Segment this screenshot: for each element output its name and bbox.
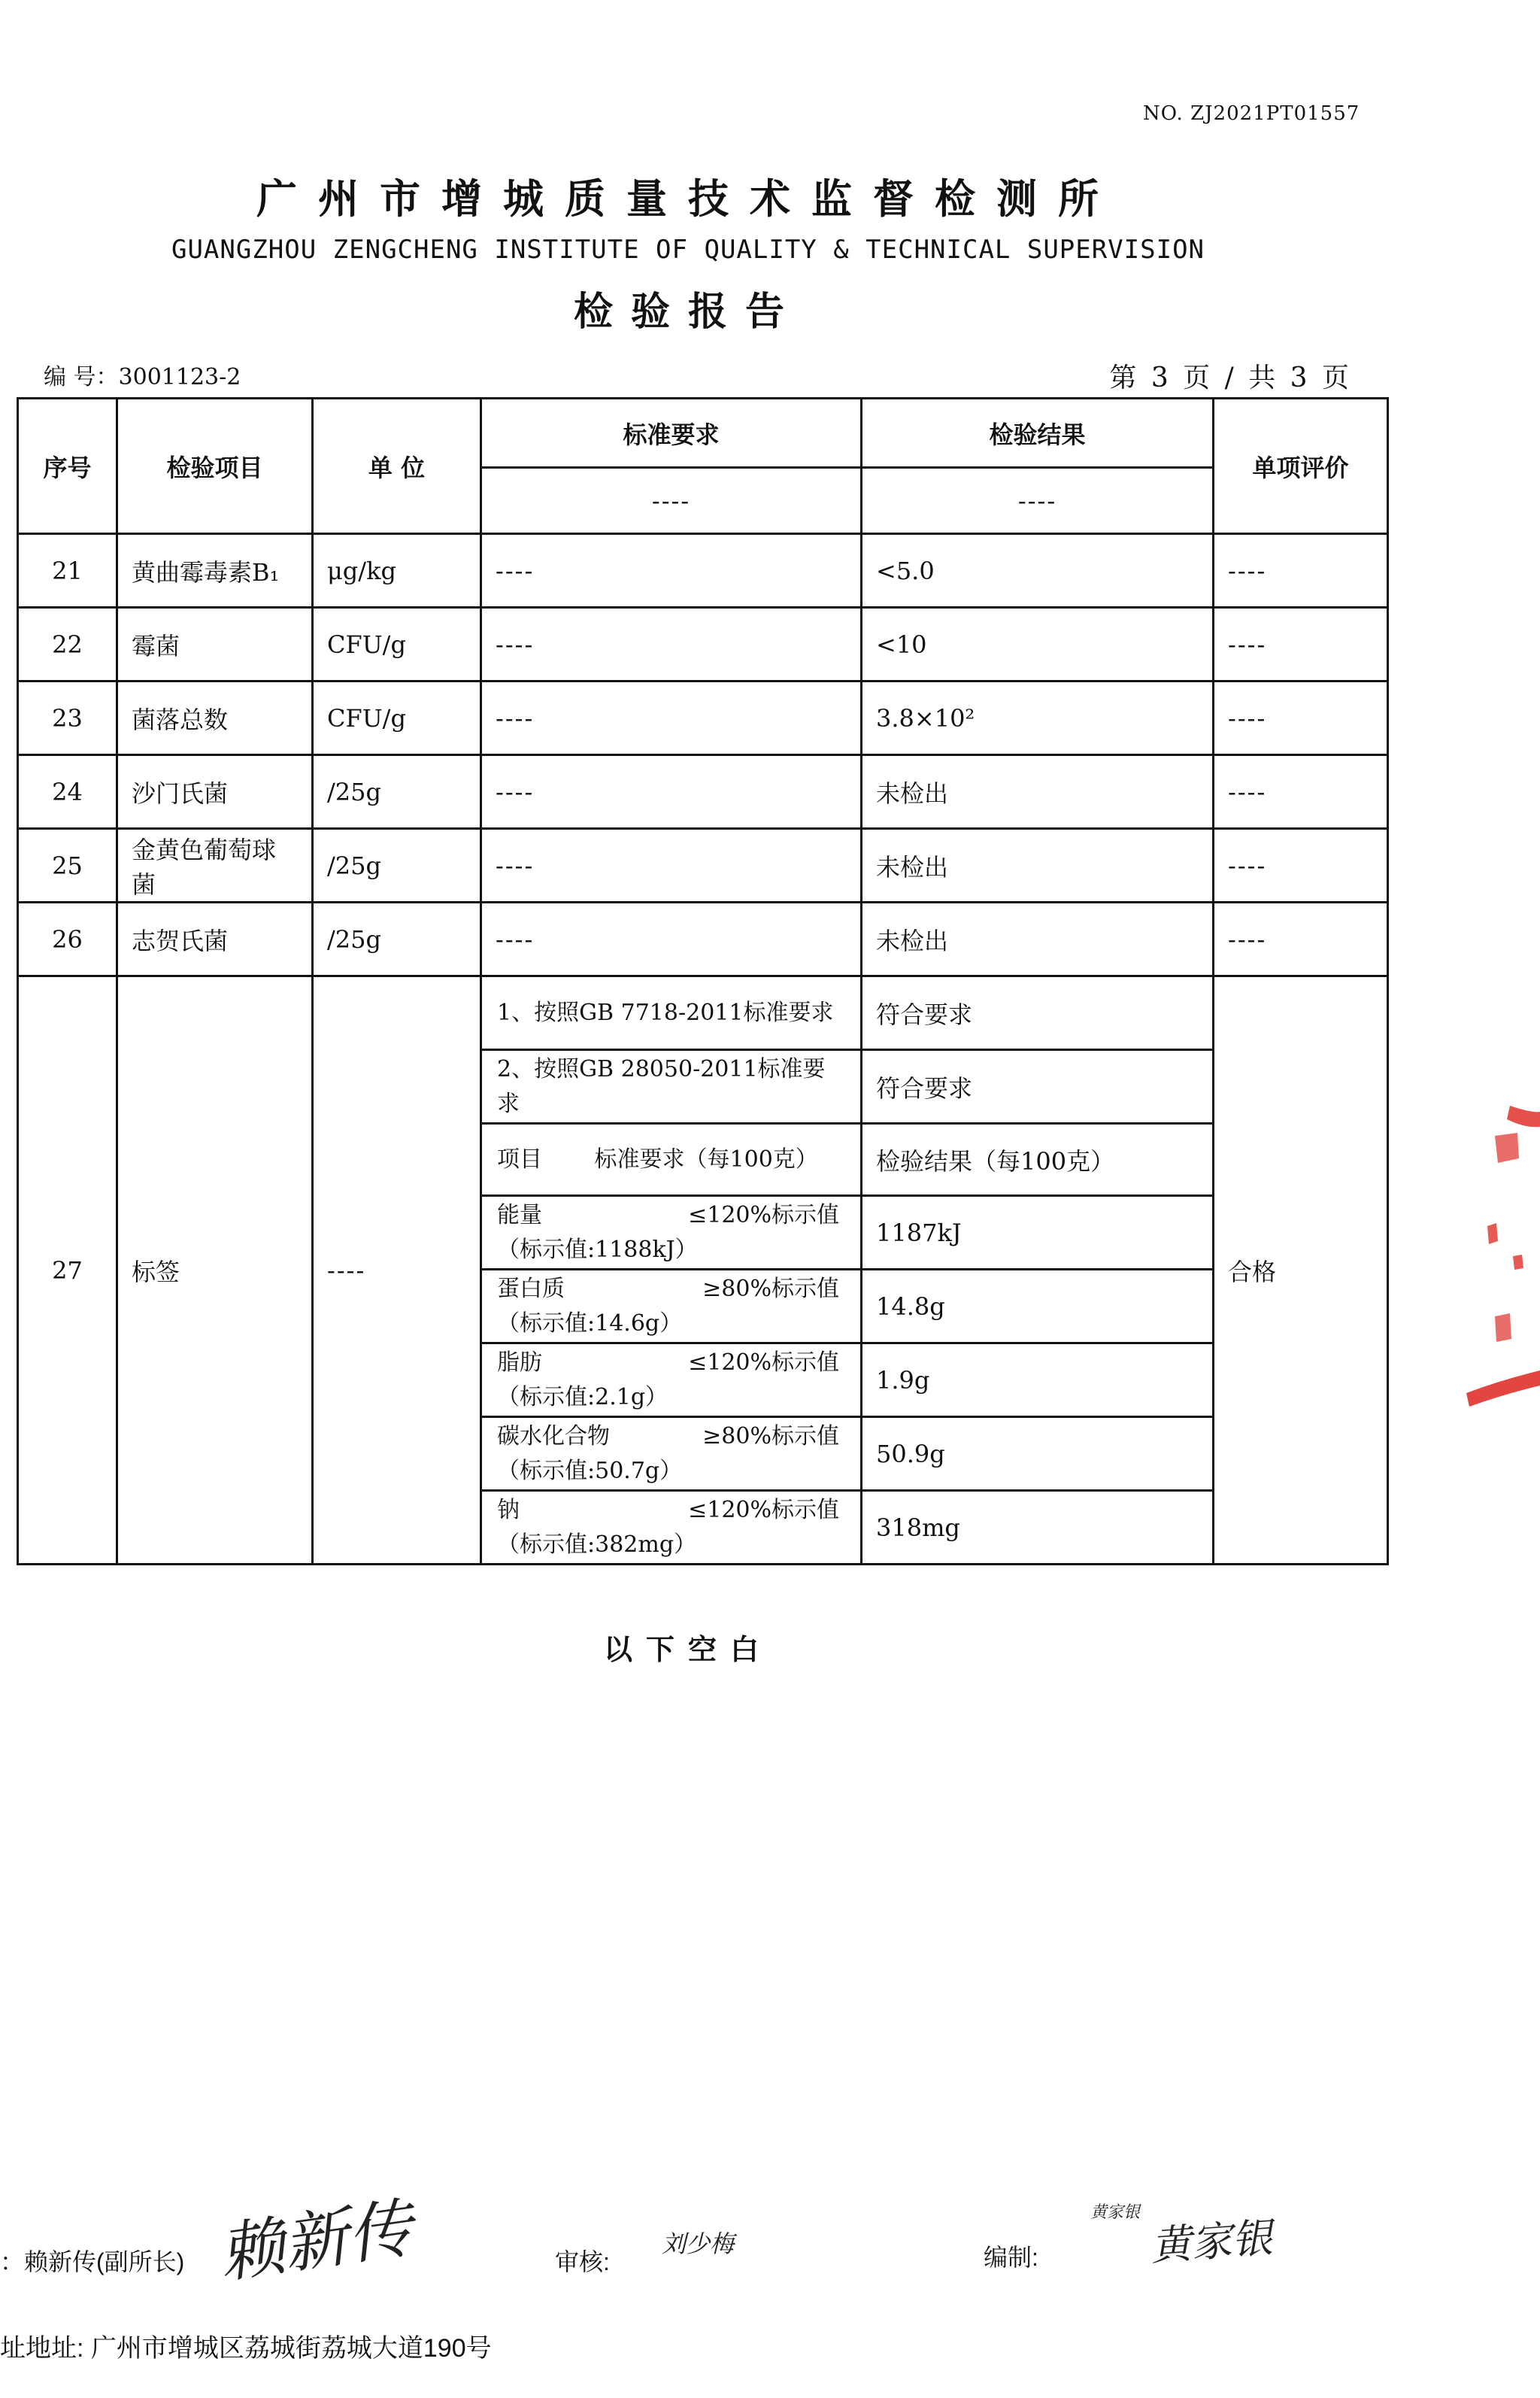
result-subheader: ----: [862, 468, 1214, 534]
blank-below-note: 以下空白: [603, 1632, 772, 1666]
table-row: [18, 903, 1388, 976]
table-row: [18, 829, 1388, 903]
row-no: 24: [18, 755, 117, 829]
nutrient-requirement: ≤120%标示值: [688, 1349, 839, 1376]
row-no: 21: [18, 534, 117, 608]
nutrition-header-item: 项目: [497, 1146, 542, 1173]
row-item: 霉菌: [117, 608, 313, 681]
col-header-standard: 标准要求: [481, 399, 862, 468]
nutrient-declared: （标示值:50.7g）: [497, 1457, 683, 1484]
row-no: 25: [18, 829, 117, 903]
row-item: 沙门氏菌: [117, 755, 313, 829]
row-item: 菌落总数: [117, 681, 313, 755]
row-standard: ----: [481, 829, 862, 903]
row-standard: ----: [481, 755, 862, 829]
row-no: 26: [18, 903, 117, 976]
table-row: [18, 681, 1388, 755]
label-standard-1: 1、按照GB 7718-2011标准要求: [481, 976, 862, 1050]
row-no: 23: [18, 681, 117, 755]
row-evaluation: ----: [1214, 829, 1388, 903]
row-item: 金黄色葡萄球菌: [117, 829, 313, 903]
address-line: 址地址: 广州市增城区荔城街荔城大道190号: [0, 2334, 492, 2363]
report-title: 检验报告: [573, 289, 802, 335]
row-unit: μg/kg: [313, 534, 481, 608]
label-row: [18, 976, 1388, 1050]
col-header-no: 序号: [18, 399, 117, 534]
row-item: 志贺氏菌: [117, 903, 313, 976]
row-item: 标签: [117, 976, 313, 1565]
label-standard-2: 2、按照GB 28050-2011标准要求: [481, 1050, 862, 1124]
nutrient-standard: [481, 1417, 862, 1491]
row-evaluation: ----: [1214, 534, 1388, 608]
row-item: 黄曲霉毒素B₁: [117, 534, 313, 608]
nutrient-declared: （标示值:1188kJ）: [497, 1236, 698, 1263]
row-standard: ----: [481, 534, 862, 608]
label-result-1: 符合要求: [862, 976, 1214, 1050]
nutrient-name: 碳水化合物: [497, 1422, 610, 1449]
row-evaluation: ----: [1214, 681, 1388, 755]
report-number: NO. ZJ2021PT01557: [1143, 102, 1360, 125]
nutrient-name: 蛋白质: [497, 1275, 565, 1302]
reviewer-signature: 刘少梅: [662, 2230, 735, 2258]
page-indicator: 第 3 页 / 共 3 页: [1109, 363, 1352, 393]
nutrient-requirement: ≥80%标示值: [702, 1275, 839, 1302]
row-result: 未检出: [862, 903, 1214, 976]
table-row: [18, 608, 1388, 681]
row-standard: ----: [481, 608, 862, 681]
nutrient-name: 钠: [497, 1496, 520, 1523]
row-no: 27: [18, 976, 117, 1565]
nutrient-requirement: ≥80%标示值: [702, 1422, 839, 1449]
approver-label: ：赖新传(副所长): [0, 2248, 185, 2275]
row-result: <5.0: [862, 534, 1214, 608]
nutrient-declared: （标示值:14.6g）: [497, 1310, 683, 1337]
row-standard: ----: [481, 903, 862, 976]
nutrient-result: 14.8g: [862, 1270, 1214, 1343]
row-evaluation: ----: [1214, 755, 1388, 829]
standard-subheader: ----: [481, 468, 862, 534]
row-unit: ----: [313, 976, 481, 1565]
nutrient-standard: [481, 1270, 862, 1343]
red-seal-fragment: [1465, 1091, 1540, 1422]
nutrient-result: 50.9g: [862, 1417, 1214, 1491]
row-no: 22: [18, 608, 117, 681]
row-result: 3.8×10²: [862, 681, 1214, 755]
label-result-2: 符合要求: [862, 1050, 1214, 1124]
row-result: 未检出: [862, 755, 1214, 829]
approver-signature: 赖新传: [214, 2190, 417, 2293]
table-header-row: [18, 399, 1388, 468]
col-header-item: 检验项目: [117, 399, 313, 534]
nutrient-standard: [481, 1491, 862, 1565]
compiler-label: 编制:: [984, 2244, 1038, 2271]
reviewer-label: 审核:: [555, 2248, 610, 2275]
nutrition-header: [481, 1124, 862, 1196]
row-unit: CFU/g: [313, 608, 481, 681]
row-standard: ----: [481, 681, 862, 755]
nutrient-requirement: ≤120%标示值: [688, 1201, 839, 1228]
col-header-evaluation: 单项评价: [1214, 399, 1388, 534]
institute-name-english: GUANGZHOU ZENGCHENG INSTITUTE OF QUALITY & TECHNICAL SUPERVISION: [171, 235, 1205, 265]
col-header-result: 检验结果: [862, 399, 1214, 468]
row-unit: CFU/g: [313, 681, 481, 755]
nutrient-declared: （标示值:2.1g）: [497, 1383, 668, 1410]
institute-name: 广州市增城质量技术监督检测所: [256, 175, 1120, 223]
row-result: <10: [862, 608, 1214, 681]
nutrition-header-standard: 标准要求（每100克）: [594, 1146, 818, 1173]
nutrient-standard: [481, 1196, 862, 1270]
row-result: 未检出: [862, 829, 1214, 903]
col-header-unit: 单 位: [313, 399, 481, 534]
nutrient-declared: （标示值:382mg）: [497, 1531, 697, 1558]
nutrient-standard: [481, 1343, 862, 1417]
nutrient-name: 能量: [497, 1201, 542, 1228]
row-unit: /25g: [313, 829, 481, 903]
label-evaluation: 合格: [1214, 976, 1388, 1565]
results-table: [17, 397, 1387, 1565]
compiler-signature: 黄家银: [1149, 2214, 1275, 2270]
row-unit: /25g: [313, 903, 481, 976]
nutrition-header-result: 检验结果（每100克）: [862, 1124, 1214, 1196]
row-evaluation: ----: [1214, 903, 1388, 976]
compiler-name-stamp: 黄家银: [1090, 2203, 1141, 2222]
nutrient-result: 1187kJ: [862, 1196, 1214, 1270]
report-serial: 编 号：3001123-2: [44, 364, 241, 390]
nutrient-requirement: ≤120%标示值: [688, 1496, 839, 1523]
row-evaluation: ----: [1214, 608, 1388, 681]
nutrient-result: 1.9g: [862, 1343, 1214, 1417]
nutrient-result: 318mg: [862, 1491, 1214, 1565]
row-unit: /25g: [313, 755, 481, 829]
table-row: [18, 534, 1388, 608]
nutrient-name: 脂肪: [497, 1349, 542, 1376]
table-row: [18, 755, 1388, 829]
